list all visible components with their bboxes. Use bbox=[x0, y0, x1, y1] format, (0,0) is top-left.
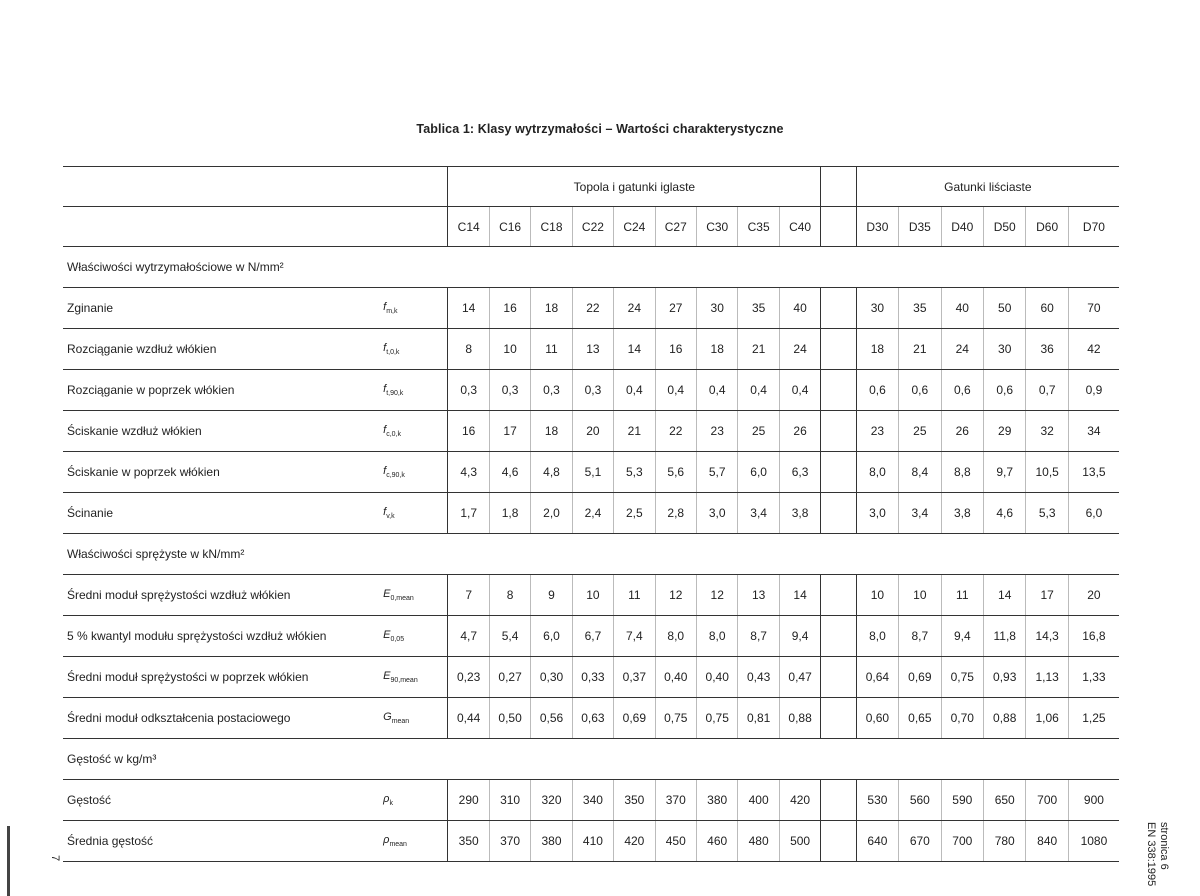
value-cell: 350 bbox=[448, 821, 489, 862]
value-cell: 4,8 bbox=[531, 452, 572, 493]
strength-classes-table bbox=[63, 166, 1119, 862]
table-row bbox=[63, 780, 1119, 821]
value-cell: 0,4 bbox=[738, 370, 779, 411]
separator-cell bbox=[821, 821, 856, 862]
separator-cell bbox=[821, 452, 856, 493]
side-page-label-line2: EN 338:1995 bbox=[1145, 822, 1157, 887]
value-cell: 10,5 bbox=[1026, 452, 1068, 493]
side-page-label bbox=[1144, 822, 1170, 886]
property-symbol bbox=[367, 329, 448, 370]
value-cell: 420 bbox=[614, 821, 655, 862]
value-cell: 5,3 bbox=[614, 452, 655, 493]
table-row bbox=[63, 493, 1119, 534]
property-symbol bbox=[367, 698, 448, 739]
value-cell: 10 bbox=[489, 329, 530, 370]
value-cell: 35 bbox=[738, 288, 779, 329]
property-symbol bbox=[367, 821, 448, 862]
value-cell: 18 bbox=[856, 329, 898, 370]
property-label: Ścinanie bbox=[63, 493, 367, 534]
side-page-label-line1: stronica 6 bbox=[1158, 822, 1170, 870]
value-cell: 700 bbox=[941, 821, 983, 862]
class-header: C18 bbox=[531, 207, 572, 247]
separator-cell bbox=[821, 370, 856, 411]
value-cell: 4,7 bbox=[448, 616, 489, 657]
value-cell: 0,33 bbox=[572, 657, 613, 698]
value-cell: 5,1 bbox=[572, 452, 613, 493]
value-cell: 2,5 bbox=[614, 493, 655, 534]
table-row bbox=[63, 698, 1119, 739]
value-cell: 14 bbox=[779, 575, 821, 616]
symbol-subscript: c,90,k bbox=[386, 472, 405, 479]
value-cell: 0,3 bbox=[531, 370, 572, 411]
symbol-subscript: 0,mean bbox=[390, 595, 414, 602]
value-cell: 450 bbox=[655, 821, 696, 862]
value-cell: 8,0 bbox=[655, 616, 696, 657]
class-header: C22 bbox=[572, 207, 613, 247]
class-header: C24 bbox=[614, 207, 655, 247]
property-label: Zginanie bbox=[63, 288, 367, 329]
property-label: Ściskanie w poprzek włókien bbox=[63, 452, 367, 493]
value-cell: 1080 bbox=[1068, 821, 1119, 862]
value-cell: 8,4 bbox=[899, 452, 941, 493]
symbol-subscript: 0,05 bbox=[390, 636, 405, 643]
symbol-subscript: t,0,k bbox=[386, 349, 400, 356]
value-cell: 3,4 bbox=[738, 493, 779, 534]
value-cell: 2,0 bbox=[531, 493, 572, 534]
class-header: C35 bbox=[738, 207, 779, 247]
symbol-letter: E bbox=[383, 629, 391, 641]
value-cell: 50 bbox=[984, 288, 1026, 329]
table-row bbox=[63, 821, 1119, 862]
value-cell: 0,69 bbox=[899, 657, 941, 698]
value-cell: 24 bbox=[614, 288, 655, 329]
value-cell: 400 bbox=[738, 780, 779, 821]
property-label: Średni moduł sprężystości w poprzek włókien bbox=[63, 657, 367, 698]
value-cell: 42 bbox=[1068, 329, 1119, 370]
value-cell: 32 bbox=[1026, 411, 1068, 452]
value-cell: 0,23 bbox=[448, 657, 489, 698]
value-cell: 21 bbox=[614, 411, 655, 452]
value-cell: 21 bbox=[738, 329, 779, 370]
value-cell: 13 bbox=[572, 329, 613, 370]
value-cell: 6,0 bbox=[531, 616, 572, 657]
value-cell: 18 bbox=[696, 329, 737, 370]
value-cell: 530 bbox=[856, 780, 898, 821]
separator-cell bbox=[821, 657, 856, 698]
separator-cell bbox=[821, 575, 856, 616]
value-cell: 14 bbox=[614, 329, 655, 370]
value-cell: 16,8 bbox=[1068, 616, 1119, 657]
value-cell: 380 bbox=[531, 821, 572, 862]
value-cell: 14,3 bbox=[1026, 616, 1068, 657]
value-cell: 17 bbox=[1026, 575, 1068, 616]
value-cell: 8,8 bbox=[941, 452, 983, 493]
value-cell: 13,5 bbox=[1068, 452, 1119, 493]
value-cell: 0,81 bbox=[738, 698, 779, 739]
value-cell: 6,0 bbox=[1068, 493, 1119, 534]
value-cell: 0,43 bbox=[738, 657, 779, 698]
class-header: C27 bbox=[655, 207, 696, 247]
value-cell: 6,0 bbox=[738, 452, 779, 493]
class-header: C14 bbox=[448, 207, 489, 247]
value-cell: 14 bbox=[984, 575, 1026, 616]
value-cell: 1,13 bbox=[1026, 657, 1068, 698]
symbol-subscript: 90,mean bbox=[390, 677, 418, 684]
value-cell: 0,47 bbox=[779, 657, 821, 698]
value-cell: 0,3 bbox=[489, 370, 530, 411]
value-cell: 8 bbox=[448, 329, 489, 370]
symbol-letter: f bbox=[383, 424, 387, 436]
value-cell: 27 bbox=[655, 288, 696, 329]
value-cell: 20 bbox=[572, 411, 613, 452]
value-cell: 22 bbox=[655, 411, 696, 452]
table-title: Tablica 1: Klasy wytrzymałości – Wartości charakterystyczne bbox=[416, 122, 784, 136]
value-cell: 23 bbox=[856, 411, 898, 452]
value-cell: 650 bbox=[984, 780, 1026, 821]
value-cell: 500 bbox=[779, 821, 821, 862]
property-symbol bbox=[367, 411, 448, 452]
value-cell: 0,9 bbox=[1068, 370, 1119, 411]
section-row bbox=[63, 739, 1119, 780]
value-cell: 0,50 bbox=[489, 698, 530, 739]
value-cell: 10 bbox=[856, 575, 898, 616]
value-cell: 30 bbox=[696, 288, 737, 329]
value-cell: 4,6 bbox=[489, 452, 530, 493]
value-cell: 0,4 bbox=[696, 370, 737, 411]
value-cell: 30 bbox=[856, 288, 898, 329]
value-cell: 34 bbox=[1068, 411, 1119, 452]
symbol-letter: f bbox=[383, 465, 387, 477]
symbol-letter: f bbox=[383, 383, 387, 395]
value-cell: 460 bbox=[696, 821, 737, 862]
value-cell: 9,7 bbox=[984, 452, 1026, 493]
group-header-row bbox=[63, 167, 1119, 207]
value-cell: 70 bbox=[1068, 288, 1119, 329]
value-cell: 2,8 bbox=[655, 493, 696, 534]
value-cell: 3,0 bbox=[856, 493, 898, 534]
value-cell: 0,56 bbox=[531, 698, 572, 739]
value-cell: 30 bbox=[984, 329, 1026, 370]
value-cell: 3,4 bbox=[899, 493, 941, 534]
value-cell: 780 bbox=[984, 821, 1026, 862]
class-header: D50 bbox=[984, 207, 1026, 247]
value-cell: 9,4 bbox=[941, 616, 983, 657]
symbol-letter: f bbox=[383, 301, 387, 313]
value-cell: 8 bbox=[489, 575, 530, 616]
value-cell: 11 bbox=[531, 329, 572, 370]
value-cell: 370 bbox=[489, 821, 530, 862]
value-cell: 0,60 bbox=[856, 698, 898, 739]
softwood-group-header: Topola i gatunki iglaste bbox=[448, 167, 821, 207]
value-cell: 380 bbox=[696, 780, 737, 821]
value-cell: 6,7 bbox=[572, 616, 613, 657]
value-cell: 9,4 bbox=[779, 616, 821, 657]
separator-cell bbox=[821, 616, 856, 657]
value-cell: 0,4 bbox=[614, 370, 655, 411]
value-cell: 11 bbox=[941, 575, 983, 616]
value-cell: 0,75 bbox=[941, 657, 983, 698]
value-cell: 22 bbox=[572, 288, 613, 329]
value-cell: 8,7 bbox=[738, 616, 779, 657]
property-symbol bbox=[367, 370, 448, 411]
value-cell: 340 bbox=[572, 780, 613, 821]
section-row bbox=[63, 534, 1119, 575]
value-cell: 350 bbox=[614, 780, 655, 821]
section-stiffness: Właściwości sprężyste w kN/mm² bbox=[63, 534, 1119, 575]
value-cell: 0,88 bbox=[984, 698, 1026, 739]
value-cell: 0,3 bbox=[572, 370, 613, 411]
section-row bbox=[63, 247, 1119, 288]
class-header: C30 bbox=[696, 207, 737, 247]
value-cell: 8,7 bbox=[899, 616, 941, 657]
class-header-row bbox=[63, 207, 1119, 247]
property-symbol bbox=[367, 288, 448, 329]
symbol-letter: G bbox=[383, 711, 392, 723]
value-cell: 0,27 bbox=[489, 657, 530, 698]
property-label: Średni moduł odkształcenia postaciowego bbox=[63, 698, 367, 739]
value-cell: 900 bbox=[1068, 780, 1119, 821]
hardwood-group-header: Gatunki liściaste bbox=[856, 167, 1119, 207]
value-cell: 10 bbox=[899, 575, 941, 616]
class-header: D35 bbox=[899, 207, 941, 247]
value-cell: 35 bbox=[899, 288, 941, 329]
symbol-letter: E bbox=[383, 670, 391, 682]
separator-cell bbox=[821, 329, 856, 370]
value-cell: 0,4 bbox=[655, 370, 696, 411]
value-cell: 0,40 bbox=[655, 657, 696, 698]
property-label: Gęstość bbox=[63, 780, 367, 821]
value-cell: 2,4 bbox=[572, 493, 613, 534]
symbol-subscript: mean bbox=[391, 718, 410, 725]
property-label: Średnia gęstość bbox=[63, 821, 367, 862]
property-symbol bbox=[367, 452, 448, 493]
table-row bbox=[63, 411, 1119, 452]
value-cell: 8,0 bbox=[856, 616, 898, 657]
value-cell: 16 bbox=[448, 411, 489, 452]
value-cell: 11,8 bbox=[984, 616, 1026, 657]
property-symbol bbox=[367, 575, 448, 616]
class-header: D60 bbox=[1026, 207, 1068, 247]
value-cell: 16 bbox=[489, 288, 530, 329]
value-cell: 420 bbox=[779, 780, 821, 821]
separator-cell bbox=[821, 780, 856, 821]
property-label: Ściskanie wzdłuż włókien bbox=[63, 411, 367, 452]
value-cell: 29 bbox=[984, 411, 1026, 452]
property-label: 5 % kwantyl modułu sprężystości wzdłuż włókien bbox=[63, 616, 367, 657]
value-cell: 370 bbox=[655, 780, 696, 821]
symbol-letter: ρ bbox=[383, 834, 390, 846]
value-cell: 0,65 bbox=[899, 698, 941, 739]
page-number: 7 bbox=[49, 854, 62, 862]
value-cell: 9 bbox=[531, 575, 572, 616]
value-cell: 8,0 bbox=[856, 452, 898, 493]
symbol-subscript: c,0,k bbox=[386, 431, 401, 438]
value-cell: 1,33 bbox=[1068, 657, 1119, 698]
value-cell: 640 bbox=[856, 821, 898, 862]
value-cell: 10 bbox=[572, 575, 613, 616]
value-cell: 40 bbox=[779, 288, 821, 329]
value-cell: 6,3 bbox=[779, 452, 821, 493]
section-density: Gęstość w kg/m³ bbox=[63, 739, 1119, 780]
value-cell: 0,6 bbox=[899, 370, 941, 411]
value-cell: 700 bbox=[1026, 780, 1068, 821]
value-cell: 26 bbox=[779, 411, 821, 452]
value-cell: 3,0 bbox=[696, 493, 737, 534]
value-cell: 14 bbox=[448, 288, 489, 329]
table-row bbox=[63, 657, 1119, 698]
class-header: C16 bbox=[489, 207, 530, 247]
value-cell: 0,7 bbox=[1026, 370, 1068, 411]
value-cell: 16 bbox=[655, 329, 696, 370]
value-cell: 5,4 bbox=[489, 616, 530, 657]
value-cell: 4,3 bbox=[448, 452, 489, 493]
property-label: Średni moduł sprężystości wzdłuż włókien bbox=[63, 575, 367, 616]
value-cell: 310 bbox=[489, 780, 530, 821]
value-cell: 20 bbox=[1068, 575, 1119, 616]
class-header: D40 bbox=[941, 207, 983, 247]
value-cell: 23 bbox=[696, 411, 737, 452]
value-cell: 290 bbox=[448, 780, 489, 821]
value-cell: 4,6 bbox=[984, 493, 1026, 534]
value-cell: 320 bbox=[531, 780, 572, 821]
class-header: C40 bbox=[779, 207, 821, 247]
value-cell: 13 bbox=[738, 575, 779, 616]
value-cell: 18 bbox=[531, 288, 572, 329]
value-cell: 0,37 bbox=[614, 657, 655, 698]
value-cell: 1,8 bbox=[489, 493, 530, 534]
value-cell: 21 bbox=[899, 329, 941, 370]
value-cell: 0,6 bbox=[941, 370, 983, 411]
margin-mark bbox=[7, 826, 10, 896]
value-cell: 3,8 bbox=[941, 493, 983, 534]
value-cell: 0,4 bbox=[779, 370, 821, 411]
symbol-letter: f bbox=[383, 506, 387, 518]
value-cell: 40 bbox=[941, 288, 983, 329]
value-cell: 5,3 bbox=[1026, 493, 1068, 534]
table-row bbox=[63, 329, 1119, 370]
value-cell: 5,7 bbox=[696, 452, 737, 493]
separator-cell bbox=[821, 411, 856, 452]
value-cell: 17 bbox=[489, 411, 530, 452]
table-row bbox=[63, 575, 1119, 616]
table-row bbox=[63, 616, 1119, 657]
section-strength: Właściwości wytrzymałościowe w N/mm² bbox=[63, 247, 1119, 288]
property-label: Rozciąganie w poprzek włókien bbox=[63, 370, 367, 411]
symbol-subscript: mean bbox=[389, 841, 407, 848]
value-cell: 0,40 bbox=[696, 657, 737, 698]
value-cell: 840 bbox=[1026, 821, 1068, 862]
value-cell: 590 bbox=[941, 780, 983, 821]
property-symbol bbox=[367, 493, 448, 534]
value-cell: 18 bbox=[531, 411, 572, 452]
value-cell: 0,6 bbox=[856, 370, 898, 411]
value-cell: 0,64 bbox=[856, 657, 898, 698]
property-symbol bbox=[367, 780, 448, 821]
value-cell: 24 bbox=[779, 329, 821, 370]
value-cell: 3,8 bbox=[779, 493, 821, 534]
value-cell: 8,0 bbox=[696, 616, 737, 657]
symbol-subscript: v,k bbox=[386, 513, 395, 520]
value-cell: 0,63 bbox=[572, 698, 613, 739]
symbol-subscript: t,90,k bbox=[386, 390, 404, 397]
value-cell: 7 bbox=[448, 575, 489, 616]
table-row bbox=[63, 288, 1119, 329]
value-cell: 12 bbox=[655, 575, 696, 616]
value-cell: 26 bbox=[941, 411, 983, 452]
value-cell: 5,6 bbox=[655, 452, 696, 493]
symbol-letter: f bbox=[383, 342, 387, 354]
value-cell: 25 bbox=[738, 411, 779, 452]
separator-cell bbox=[821, 493, 856, 534]
value-cell: 0,93 bbox=[984, 657, 1026, 698]
value-cell: 0,30 bbox=[531, 657, 572, 698]
property-symbol bbox=[367, 657, 448, 698]
value-cell: 0,69 bbox=[614, 698, 655, 739]
value-cell: 1,7 bbox=[448, 493, 489, 534]
value-cell: 7,4 bbox=[614, 616, 655, 657]
value-cell: 0,88 bbox=[779, 698, 821, 739]
value-cell: 36 bbox=[1026, 329, 1068, 370]
value-cell: 1,25 bbox=[1068, 698, 1119, 739]
symbol-subscript: k bbox=[389, 800, 393, 807]
symbol-letter: E bbox=[383, 588, 391, 600]
class-header: D30 bbox=[856, 207, 898, 247]
value-cell: 24 bbox=[941, 329, 983, 370]
symbol-letter: ρ bbox=[383, 793, 390, 805]
separator-cell bbox=[821, 698, 856, 739]
value-cell: 12 bbox=[696, 575, 737, 616]
value-cell: 60 bbox=[1026, 288, 1068, 329]
property-label: Rozciąganie wzdłuż włókien bbox=[63, 329, 367, 370]
table-row bbox=[63, 452, 1119, 493]
value-cell: 480 bbox=[738, 821, 779, 862]
value-cell: 0,3 bbox=[448, 370, 489, 411]
value-cell: 410 bbox=[572, 821, 613, 862]
table-row bbox=[63, 370, 1119, 411]
value-cell: 0,75 bbox=[655, 698, 696, 739]
value-cell: 0,6 bbox=[984, 370, 1026, 411]
value-cell: 11 bbox=[614, 575, 655, 616]
value-cell: 25 bbox=[899, 411, 941, 452]
value-cell: 0,70 bbox=[941, 698, 983, 739]
symbol-subscript: m,k bbox=[386, 308, 398, 315]
value-cell: 0,44 bbox=[448, 698, 489, 739]
class-header: D70 bbox=[1068, 207, 1119, 247]
value-cell: 0,75 bbox=[696, 698, 737, 739]
separator-cell bbox=[821, 288, 856, 329]
value-cell: 670 bbox=[899, 821, 941, 862]
value-cell: 560 bbox=[899, 780, 941, 821]
value-cell: 1,06 bbox=[1026, 698, 1068, 739]
property-symbol bbox=[367, 616, 448, 657]
